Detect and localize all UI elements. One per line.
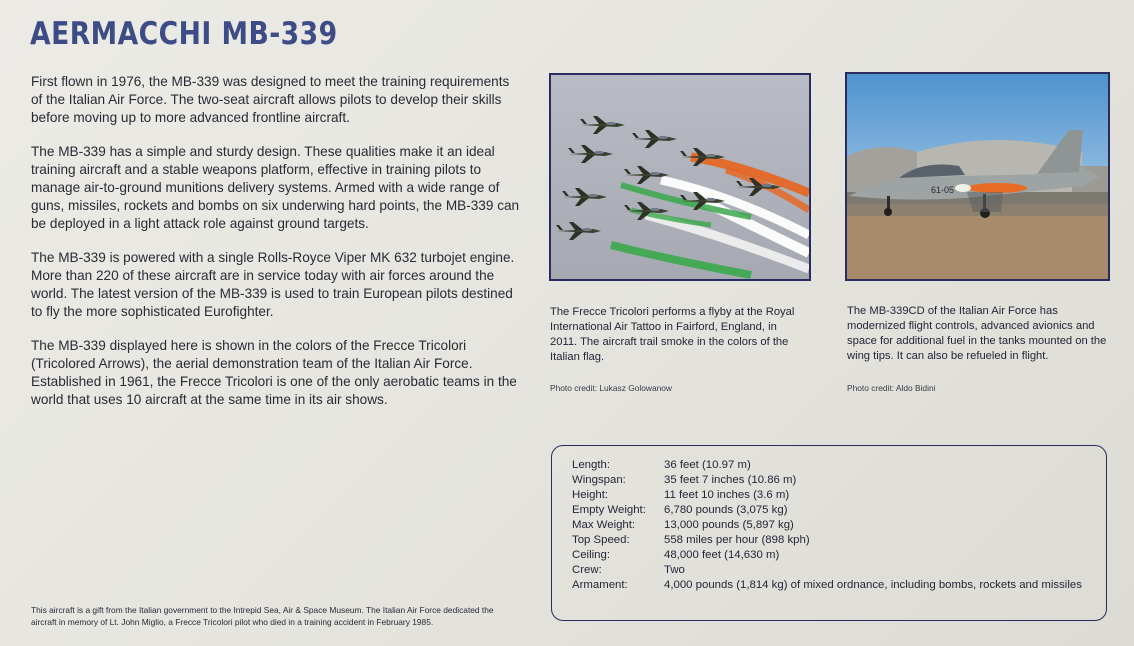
- spec-row-length: [572, 459, 751, 471]
- photo2-caption: The MB-339CD of the Italian Air Force has modernized flight controls, advanced avionics and space for additional fuel in the tanks mounted on the wing tips. It can also be refueled in flight.: [847, 305, 1107, 362]
- spec-label: Empty Weight:: [572, 504, 646, 516]
- spec-row-height: [572, 489, 789, 501]
- spec-value: Two: [664, 564, 685, 576]
- spec-value: 4,000 pounds (1,814 kg) of mixed ordnance, including bombs, rockets and missiles: [664, 579, 1082, 591]
- spec-row-armament: [572, 579, 1082, 591]
- spec-label: Wingspan:: [572, 474, 626, 486]
- mb339cd-runway-photo: [845, 72, 1110, 281]
- spec-label: Height:: [572, 489, 609, 501]
- spec-row-empty-weight: [572, 504, 788, 516]
- spec-row-ceiling: [572, 549, 779, 561]
- spec-label: Crew:: [572, 564, 602, 576]
- spec-value: 35 feet 7 inches (10.86 m): [664, 474, 797, 486]
- spec-row-top-speed: [572, 534, 810, 546]
- photo1-caption: The Frecce Tricolori performs a flyby at the Royal International Air Tattoo in Fairford, England, in 2011. The aircraft trail smoke in the colors of the Italian flag.: [550, 306, 795, 363]
- spec-value: 13,000 pounds (5,897 kg): [664, 519, 794, 531]
- photo2-credit: Photo credit: Aldo Bidini: [847, 383, 936, 393]
- page-title: AERMACCHI MB-339: [30, 16, 338, 52]
- paragraph-intro: First flown in 1976, the MB-339 was designed to meet the training requirements of the Italian Air Force. The two-seat aircraft allows pilots to develop their skills before moving up to more advanced frontline aircraft.: [31, 74, 510, 125]
- paragraph-frecce: The MB-339 displayed here is shown in the colors of the Frecce Tricolori (Tricolored Arrows), the aerial demonstration team of the Italian Air Force. Established in 1961, the Frecce Tricolori is one of the only aerobatic teams in the world that uses 10 aircraft at the same time in its air shows.: [31, 338, 517, 407]
- spec-value: 6,780 pounds (3,075 kg): [664, 504, 788, 516]
- description: [31, 73, 521, 425]
- paragraph-engine: The MB-339 is powered with a single Rolls-Royce Viper MK 632 turbojet engine. More than 220 of these aircraft are in service today with air forces around the world. The latest version of the MB-339 is used to train European pilots destined to fly the more sophisticated Eurofighter.: [31, 250, 515, 319]
- paragraph-design: The MB-339 has a simple and sturdy design. These qualities make it an ideal training aircraft and a stable weapons platform, effective in training pilots to manage air-to-ground munitions delivery systems. Armed with a wide range of guns, missiles, rockets and bombs on six underwing hard points, the MB-339 can be deployed in a light attack role against ground targets.: [31, 144, 520, 231]
- spec-row-wingspan: [572, 474, 796, 486]
- spec-value: 558 miles per hour (898 kph): [664, 534, 810, 546]
- spec-value: 11 feet 10 inches (3.6 m): [664, 489, 790, 501]
- dedication-note: This aircraft is a gift from the Italian government to the Intrepid Sea, Air & Space Museum. The Italian Air Force dedicated the aircraft in memory of Lt. John Miglio, a Frecce Tricolori pilot who died in a training accident in February 1985.: [31, 605, 494, 627]
- spec-row-crew: [572, 564, 685, 576]
- spec-label: Length:: [572, 459, 611, 471]
- spec-label: Armament:: [572, 579, 628, 591]
- spec-label: Top Speed:: [572, 534, 630, 546]
- specifications-box: [551, 445, 1107, 621]
- spec-label: Ceiling:: [572, 549, 610, 561]
- spec-value: 48,000 feet (14,630 m): [664, 549, 780, 561]
- tail-code-marking: 61-05: [931, 185, 955, 195]
- spec-row-max-weight: [572, 519, 794, 531]
- photo1-credit: Photo credit: Lukasz Golowanow: [550, 383, 672, 393]
- formation-flyby-photo: [549, 73, 811, 281]
- spec-value: 36 feet (10.97 m): [664, 459, 751, 471]
- spec-label: Max Weight:: [572, 519, 636, 531]
